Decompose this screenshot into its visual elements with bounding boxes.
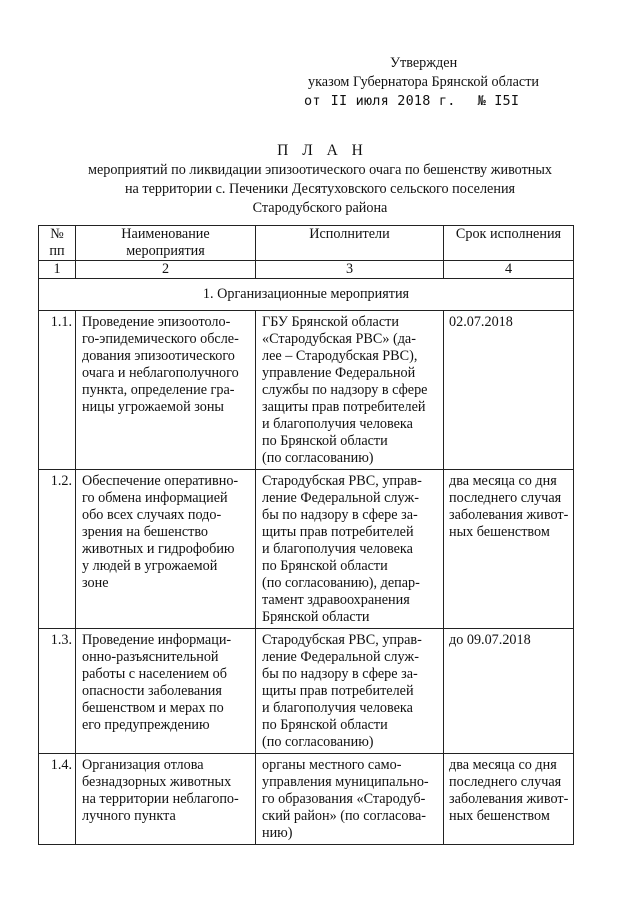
executors-line: и благополучия человека xyxy=(262,541,413,557)
executors-line: щиты прав потребителей xyxy=(262,683,414,699)
executors-line: ский район» (по согласова- xyxy=(262,808,426,824)
term-line: заболевания живот- xyxy=(449,507,569,523)
term-line: до 09.07.2018 xyxy=(449,632,531,648)
column-number-2: 2 xyxy=(76,261,256,279)
executors-line: бы по надзору в сфере за- xyxy=(262,666,418,682)
measure-name-line: Обеспечение оперативно- xyxy=(82,473,239,489)
measure-name-line: бешенством и мерах по xyxy=(82,700,224,716)
executors-line: (по согласованию) xyxy=(262,734,374,750)
executors-line: службы по надзору в сфере xyxy=(262,382,428,398)
header-num-line-1: № xyxy=(50,226,64,242)
header-name xyxy=(76,226,256,261)
approval-block xyxy=(304,54,628,111)
approval-from-label: от xyxy=(304,93,321,109)
header-term: Срок исполнения xyxy=(444,226,574,261)
executors-line: управления муниципально- xyxy=(262,774,429,790)
term-line: последнего случая xyxy=(449,490,562,506)
executors-line: защиты прав потребителей xyxy=(262,399,426,415)
measure-name-line: работы с населением об xyxy=(82,666,227,682)
approval-date: II июля 2018 г. xyxy=(330,93,456,109)
subtitle-line-1: мероприятий по ликвидации эпизоотического очага по бешенству животных xyxy=(87,162,553,178)
term-line: последнего случая xyxy=(449,774,562,790)
section-row xyxy=(39,279,574,311)
approval-number: I5I xyxy=(494,93,520,109)
term xyxy=(444,311,574,470)
measure-name-line: безнадзорных животных xyxy=(82,774,232,790)
executors-line: и благополучия человека xyxy=(262,416,413,432)
row-number: 1.4. xyxy=(39,754,76,845)
executors xyxy=(256,754,444,845)
term-line: 02.07.2018 xyxy=(449,314,513,330)
measure-name-line: Организация отлова xyxy=(82,757,204,773)
table-header-row xyxy=(39,226,574,261)
measure-name-line: у людей в угрожаемой xyxy=(82,558,218,574)
measure-name-line: ницы угрожаемой зоны xyxy=(82,399,224,415)
subtitle-line-2: на территории с. Печеники Десятуховского сельского поселения xyxy=(124,181,516,197)
column-number-row xyxy=(39,261,574,279)
measure-name-line: го-эпидемического обсле- xyxy=(82,331,239,347)
measure-name-line: дования эпизоотического xyxy=(82,348,235,364)
header-num-line-2: пп xyxy=(49,243,65,259)
executors-line: по Брянской области xyxy=(262,433,388,449)
column-number-1: 1 xyxy=(39,261,76,279)
header-num xyxy=(39,226,76,261)
table-row xyxy=(39,470,574,629)
term xyxy=(444,754,574,845)
table-row xyxy=(39,754,574,845)
measure-name-line: очага и неблагополучного xyxy=(82,365,239,381)
executors-line: щиты прав потребителей xyxy=(262,524,414,540)
measure-name-line: Проведение эпизоотоло- xyxy=(82,314,231,330)
executors-line: бы по надзору в сфере за- xyxy=(262,507,418,523)
measure-name-line: опасности заболевания xyxy=(82,683,222,699)
term xyxy=(444,629,574,754)
plan-table xyxy=(38,225,574,845)
term-line: два месяца со дня xyxy=(449,473,557,489)
measure-name-line: обо всех случаях подо- xyxy=(82,507,222,523)
term xyxy=(444,470,574,629)
executors-line: ление Федеральной служ- xyxy=(262,490,419,506)
subtitle-line-3: Стародубского района xyxy=(252,200,388,216)
measure-name-line: пункта, определение гра- xyxy=(82,382,235,398)
section-title: 1. Организационные мероприятия xyxy=(39,279,574,311)
executors-line: по Брянской области xyxy=(262,558,388,574)
executors xyxy=(256,629,444,754)
column-number-3: 3 xyxy=(256,261,444,279)
executors-line: ление Федеральной служ- xyxy=(262,649,419,665)
measure-name xyxy=(76,754,256,845)
executors-line: ГБУ Брянской области xyxy=(262,314,399,330)
header-name-line-2: мероприятия xyxy=(126,243,205,259)
executors-line: Стародубская РВС, управ- xyxy=(262,632,422,648)
term-line: ных бешенством xyxy=(449,808,550,824)
approval-line-1: Утвержден xyxy=(390,55,458,71)
executors-line: по Брянской области xyxy=(262,717,388,733)
measure-name-line: зрения на бешенство xyxy=(82,524,209,540)
measure-name-line: его предупреждению xyxy=(82,717,210,733)
executors-line: управление Федеральной xyxy=(262,365,416,381)
document-title: П Л А Н xyxy=(277,142,368,159)
measure-name-line: лучного пункта xyxy=(82,808,176,824)
measure-name xyxy=(76,470,256,629)
column-number-4: 4 xyxy=(444,261,574,279)
approval-number-label: № xyxy=(477,93,486,109)
executors-line: органы местного само- xyxy=(262,757,402,773)
table-row xyxy=(39,629,574,754)
table-row xyxy=(39,311,574,470)
executors-line: тамент здравоохранения xyxy=(262,592,410,608)
executors-line: (по согласованию), депар- xyxy=(262,575,420,591)
measure-name-line: Проведение информаци- xyxy=(82,632,232,648)
term-line: заболевания живот- xyxy=(449,791,569,807)
measure-name-line: зоне xyxy=(82,575,109,591)
term-line: ных бешенством xyxy=(449,524,550,540)
executors-line: и благополучия человека xyxy=(262,700,413,716)
executors-line: «Стародубская РВС» (да- xyxy=(262,331,416,347)
measure-name xyxy=(76,311,256,470)
executors-line: Брянской области xyxy=(262,609,370,625)
header-executors: Исполнители xyxy=(256,226,444,261)
measure-name-line: животных и гидрофобию xyxy=(82,541,235,557)
row-number: 1.3. xyxy=(39,629,76,754)
approval-line-2: указом Губернатора Брянской области xyxy=(308,74,539,90)
measure-name-line: онно-разъяснительной xyxy=(82,649,219,665)
approval-date-line xyxy=(304,92,628,111)
executors-line: нию) xyxy=(262,825,293,841)
measure-name-line: на территории неблагопо- xyxy=(82,791,239,807)
row-number: 1.2. xyxy=(39,470,76,629)
executors xyxy=(256,311,444,470)
executors-line: го образования «Стародуб- xyxy=(262,791,426,807)
header-name-line-1: Наименование xyxy=(121,226,210,242)
executors-line: (по согласованию) xyxy=(262,450,374,466)
executors xyxy=(256,470,444,629)
measure-name xyxy=(76,629,256,754)
term-line: два месяца со дня xyxy=(449,757,557,773)
document-heading xyxy=(40,141,600,218)
executors-line: лее – Стародубская РВС), xyxy=(262,348,418,364)
executors-line: Стародубская РВС, управ- xyxy=(262,473,422,489)
measure-name-line: го обмена информацией xyxy=(82,490,228,506)
row-number: 1.1. xyxy=(39,311,76,470)
